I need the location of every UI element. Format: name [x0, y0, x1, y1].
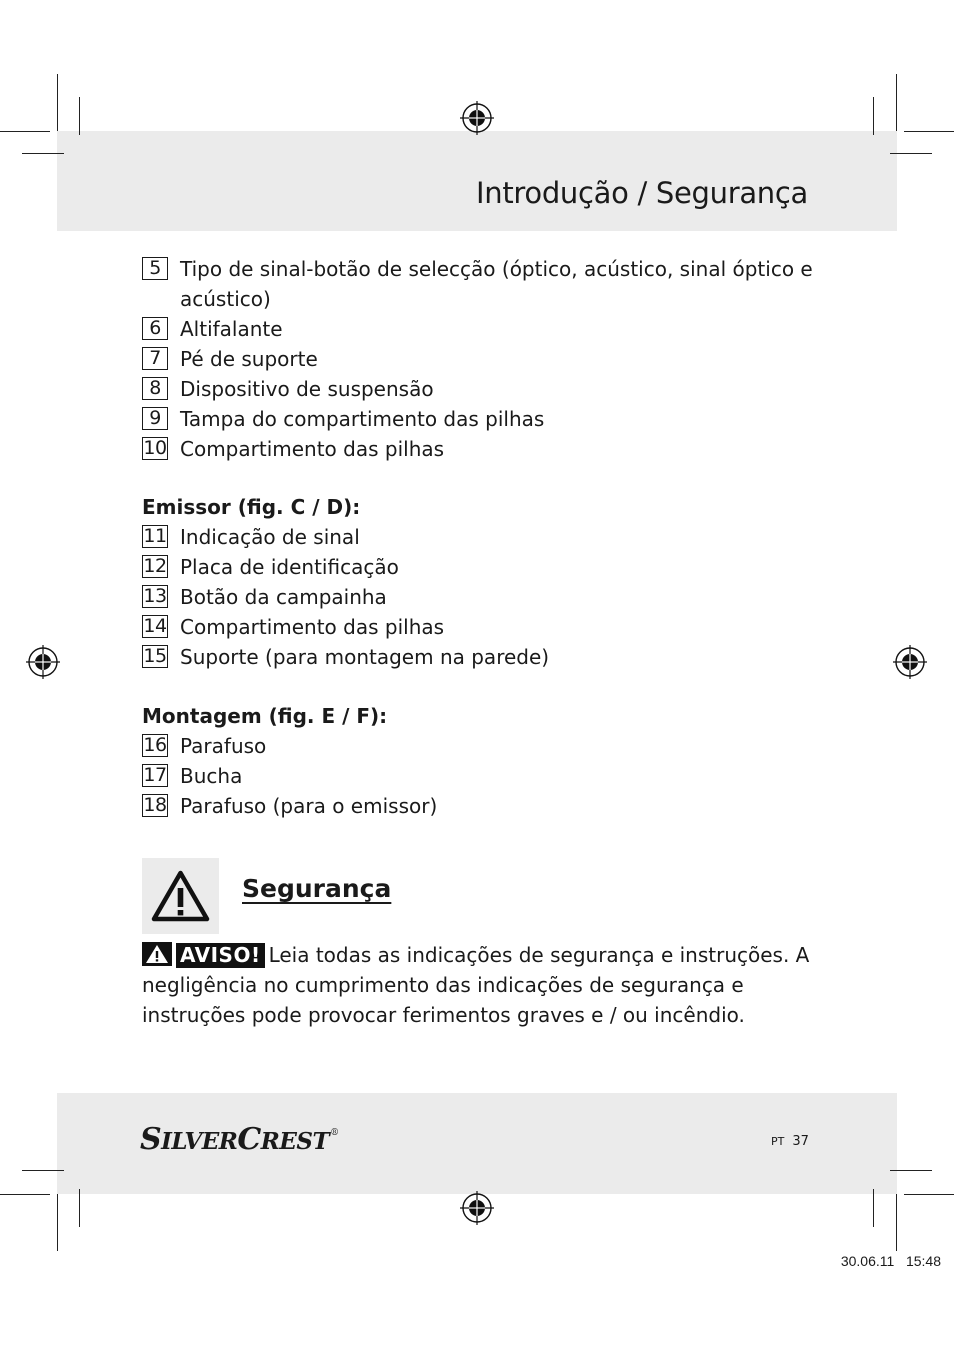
crop-mark [896, 1194, 897, 1251]
crop-mark [896, 74, 897, 131]
list-item [142, 434, 822, 464]
crop-mark [57, 74, 58, 131]
registration-mark-icon [460, 101, 494, 135]
page-info [771, 1134, 809, 1149]
item-text: Parafuso [180, 734, 267, 758]
item-text: Placa de identificação [180, 555, 399, 579]
registration-mark-icon [893, 645, 927, 679]
crop-mark [79, 1189, 80, 1227]
item-text: Dispositivo de suspensão [180, 377, 434, 401]
item-number: 7 [142, 347, 168, 370]
crop-mark [890, 153, 932, 154]
item-number: 15 [143, 645, 167, 667]
item-text: Altifalante [180, 317, 283, 341]
crop-mark [0, 131, 50, 132]
crop-mark [873, 97, 874, 135]
warning-text: Leia todas as indicações de segurança e instruções. A negligência no cumprimento das indicações de segurança e instruções pode provocar ferimentos graves e / ou incêndio. [142, 943, 810, 1027]
list-item [142, 612, 822, 642]
warning-icon [142, 942, 172, 966]
crop-mark [904, 131, 954, 132]
item-number: 5 [142, 257, 168, 280]
montagem-heading: Montagem (fig. E / F): [142, 704, 388, 728]
item-number: 14 [143, 615, 167, 637]
list-item [142, 791, 822, 821]
item-number: 9 [142, 407, 168, 430]
item-text: Bucha [180, 764, 243, 788]
emissor-heading: Emissor (fig. C / D): [142, 495, 361, 519]
brand-logo: SILVERCREST® [140, 1122, 339, 1157]
parts-list [142, 254, 822, 464]
item-text: Compartimento das pilhas [180, 437, 445, 461]
list-item [142, 254, 822, 314]
item-text: Compartimento das pilhas [180, 615, 445, 639]
item-number: 11 [143, 525, 167, 547]
warning-paragraph [142, 940, 822, 1030]
warning-triangle-icon [142, 858, 219, 934]
item-number: 18 [143, 794, 167, 816]
page-title: Introdução / Segurança [475, 176, 808, 210]
safety-icon-box [142, 858, 219, 934]
item-text: Suporte (para montagem na parede) [180, 645, 550, 669]
item-text: Pé de suporte [180, 347, 318, 371]
list-item [142, 374, 822, 404]
crop-mark [57, 1194, 58, 1251]
crop-mark [904, 1194, 954, 1195]
crop-mark [79, 97, 80, 135]
item-number: 6 [142, 317, 168, 340]
list-item [142, 582, 822, 612]
item-number: 17 [143, 764, 167, 786]
item-text: Tampa do compartimento das pilhas [180, 407, 545, 431]
language-code: PT [771, 1135, 785, 1148]
crop-mark [22, 153, 64, 154]
crop-mark [873, 1189, 874, 1227]
list-item [142, 552, 822, 582]
item-number: 8 [142, 377, 168, 400]
item-text: Parafuso (para o emissor) [180, 794, 438, 818]
list-item [142, 314, 822, 344]
item-number: 12 [143, 555, 167, 577]
item-number: 10 [143, 437, 167, 459]
page-number: 37 [792, 1134, 809, 1149]
registration-mark-icon [460, 1191, 494, 1225]
crop-mark [0, 1194, 50, 1195]
print-timestamp: 30.06.11 15:48 [840, 1253, 941, 1269]
montagem-list [142, 731, 822, 821]
list-item [142, 344, 822, 374]
list-item [142, 522, 822, 552]
safety-heading: Segurança [242, 874, 392, 903]
item-number: 16 [143, 734, 167, 756]
item-number: 13 [143, 585, 167, 607]
list-item [142, 404, 822, 434]
warning-label: AVISO! [176, 943, 265, 968]
emissor-list [142, 522, 822, 672]
item-text: Indicação de sinal [180, 525, 360, 549]
list-item [142, 642, 822, 672]
list-item [142, 761, 822, 791]
registration-mark-icon [26, 645, 60, 679]
crop-mark [22, 1170, 64, 1171]
crop-mark [890, 1170, 932, 1171]
item-text: Botão da campainha [180, 585, 387, 609]
list-item [142, 731, 822, 761]
item-text: Tipo de sinal-botão de selecção (óptico, acústico, sinal óptico e acústico) [180, 257, 813, 311]
